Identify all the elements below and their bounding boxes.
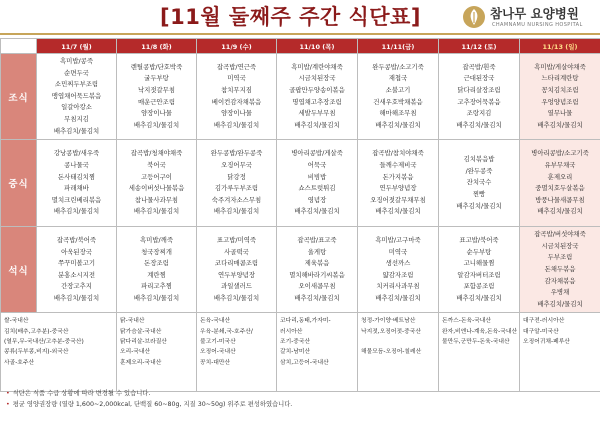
menu-item: 배추김치/물김치 [537, 299, 583, 308]
menu-item: 배추김치/물김치 [213, 120, 260, 129]
origin-item: 콩류(두부콩,비지)-외국산 [4, 349, 69, 356]
menu-item: 느타리계란탕 [541, 74, 579, 83]
origin-item: 해물모듬-오징어-칠레산 [361, 349, 422, 356]
meal-label: 석식 [1, 227, 37, 313]
origin-item: 쌀-국내산 [4, 318, 29, 325]
origin-cell [1, 313, 117, 392]
note-line [6, 388, 596, 399]
menu-cell [197, 140, 277, 227]
menu-item: 일갈아캉소 [61, 103, 92, 112]
menu-item: 배추김치/물김치 [53, 207, 100, 216]
menu-item: 명엽채고추장조림 [292, 97, 342, 106]
menu-item: 돈사태김치찜 [57, 172, 96, 181]
menu-list [358, 146, 438, 220]
menu-item: 잡곡밥/참치야채죽 [372, 149, 424, 158]
meal-row [1, 140, 600, 227]
page-header [0, 0, 600, 36]
menu-cell [277, 140, 358, 227]
menu-item: 배추김치/물김치 [133, 293, 180, 302]
menu-item: 알감자버터조림 [457, 270, 501, 279]
menu-item: 김가루두부조림 [214, 184, 259, 193]
origin-list [520, 313, 600, 347]
menu-list [197, 233, 276, 307]
menu-item: 병아리콩밥/소고기죽 [531, 149, 589, 158]
menu-item: 흑미밥/콩죽 [59, 57, 94, 65]
menu-item: 무침지김 [64, 114, 89, 123]
menu-item: 비빔밥 [307, 172, 327, 181]
meal-label: 중식 [1, 140, 37, 227]
origin-item: 김치(배추,고추분)-중국산 [4, 328, 69, 335]
origin-item: 오징어-국내산 [200, 349, 236, 356]
menu-cell [37, 227, 117, 313]
menu-item: 시금치된장국 [298, 74, 336, 83]
menu-item: 연두부양념장 [379, 184, 417, 193]
menu-cell [37, 54, 117, 140]
menu-item: 닭다리살장조림 [457, 85, 501, 94]
menu-item: 잡곡밥/흰죽 [462, 62, 496, 71]
menu-item: 배추김치/물김치 [456, 201, 502, 210]
menu-item: 사골떡국 [224, 247, 249, 256]
menu-cell [439, 140, 520, 227]
menu-cell [520, 54, 600, 140]
menu-item: 닭강정 [227, 172, 246, 181]
menu-list [37, 54, 116, 139]
header-rule [0, 33, 600, 35]
origin-item: 닭가슴살-국내산 [120, 328, 162, 335]
origin-cell [358, 313, 439, 392]
meal-row [1, 227, 600, 313]
menu-item: 북어국 [147, 160, 166, 169]
menu-item: 배추김치/물김치 [294, 120, 340, 129]
day-header: 11/8 (화) [117, 39, 197, 54]
origin-item: 우육-분쇄,국-호주산/ [200, 328, 253, 335]
menu-item: 배추김치/물김치 [133, 120, 180, 129]
menu-item: 골팝만두양송이볶음 [289, 85, 345, 94]
day-header: 11/9 (수) [197, 39, 277, 54]
menu-item: 배추김치/물김치 [294, 293, 340, 302]
origin-cell [277, 313, 358, 392]
menu-item: 훈제오리 [547, 172, 573, 181]
origin-item: 불고기-미국산 [200, 339, 236, 346]
menu-item: 꽁치김치조림 [541, 85, 579, 94]
menu-item: 어묵국 [307, 160, 327, 169]
menu-item: 배추김치/물김치 [375, 207, 421, 216]
meal-plan-table [0, 38, 600, 392]
menu-item: 코다리매콤조림 [214, 259, 259, 268]
menu-list [520, 60, 600, 134]
menu-item: 유부무채국 [544, 160, 576, 169]
note-text: 식단은 식품 수급 상황에 따라 변경될 수 있습니다. [12, 390, 151, 397]
menu-item: 파리고추찜 [141, 282, 172, 291]
menu-item: 잡곡밥/북어죽 [56, 235, 97, 244]
menu-item: 굴두부탕 [144, 74, 169, 83]
menu-item: /완두콩죽 [465, 166, 493, 175]
page-title: [11월 둘째주 주간 식단표] [160, 5, 421, 29]
menu-item: 우엉양념조림 [541, 97, 579, 106]
menu-list [117, 146, 196, 220]
day-header: 11/10 (목) [277, 39, 358, 54]
day-header: 11/7 (월) [37, 39, 117, 54]
origin-item: (열무,무-국내산/고추분-중국산) [4, 339, 84, 346]
menu-item: 우병채 [550, 288, 570, 297]
menu-list [277, 146, 357, 220]
menu-cell [117, 140, 197, 227]
menu-item: 배추김치/물김치 [537, 207, 583, 216]
origin-row [1, 313, 600, 392]
menu-item: 열무나물 [547, 109, 573, 118]
menu-list [277, 233, 357, 307]
menu-item: 쭈꾸미볼고기 [57, 259, 96, 268]
origin-item: 삼치,고등어-국내산 [280, 359, 329, 366]
origin-list [277, 313, 357, 368]
menu-item: 돈장조림 [144, 259, 169, 268]
origin-item: 오징어귀채-페루산 [523, 339, 570, 346]
menu-item: 배추김치/물김치 [213, 207, 260, 216]
notes [6, 388, 596, 410]
origin-list [117, 313, 196, 368]
menu-cell [117, 54, 197, 140]
menu-item: 세발두부무침 [298, 109, 336, 118]
bullet-icon: • [6, 401, 10, 408]
menu-list [37, 233, 116, 307]
menu-item: 참치무지짐 [221, 85, 252, 94]
acorn-emblem-icon [462, 5, 486, 29]
menu-item: 파래채바 [64, 184, 89, 193]
menu-item: 중멸치호두살볶음 [535, 184, 585, 193]
origin-item: 물만두,군만두-돈육-국내산 [442, 339, 510, 346]
menu-cell [358, 227, 439, 313]
menu-item: 오징어무국 [221, 160, 252, 169]
origin-item: 오리-국내산 [120, 349, 151, 356]
menu-item: 분홍소시지전 [57, 270, 96, 279]
corner-cell [1, 39, 37, 54]
menu-item: 얌장이나물 [141, 109, 172, 118]
origin-item: 훈제오리-국내산 [120, 359, 162, 366]
menu-item: 들깨수제비국 [379, 160, 417, 169]
origin-item: 코다리,동태,가자미- [280, 318, 331, 325]
menu-item: 아욱된장국 [61, 247, 92, 256]
hospital-subtitle: CHAMNAMU NURSING HOSPITAL [492, 22, 583, 28]
menu-item: 청국장찌개 [141, 247, 172, 256]
menu-list [520, 227, 600, 312]
origin-item [361, 337, 438, 347]
menu-item: 표고밥/북어죽 [459, 235, 499, 244]
origin-item: 사골-호주산 [4, 359, 35, 366]
origin-list [358, 313, 438, 358]
menu-item: 재첩국 [388, 74, 408, 83]
menu-item: 배추김치/물김치 [375, 293, 421, 302]
origin-list [439, 313, 519, 347]
origin-item: 돈까스-돈육-국내산 [442, 318, 491, 325]
origin-item: 닭다리살-브라질산 [120, 339, 167, 346]
menu-item: 병아리콩밥/게살죽 [291, 149, 343, 158]
menu-item: 참나물사과무침 [134, 195, 179, 204]
menu-item: 포함콩조림 [463, 282, 495, 291]
origin-item: 조기-중국산 [280, 339, 311, 346]
menu-item: 매운근안조림 [137, 97, 176, 106]
origin-cell [520, 313, 600, 392]
menu-cell [358, 54, 439, 140]
day-header: 11/12 (토) [439, 39, 520, 54]
day-header-row [1, 39, 600, 54]
menu-cell [358, 140, 439, 227]
menu-item: 잡곡밥/버섯야채죽 [534, 230, 586, 239]
menu-item: 콩나물국 [64, 160, 89, 169]
menu-item: 미역국 [227, 74, 246, 83]
menu-item: 조랑지김 [466, 109, 492, 118]
menu-cell [277, 227, 358, 313]
menu-item: 배추김치/물김치 [133, 207, 180, 216]
day-header: 11/11(금) [358, 39, 439, 54]
origin-item: 돈육-국내산 [200, 318, 231, 325]
menu-item: 멸치크린베리볶음 [51, 195, 102, 204]
menu-item: 쇼스트럿튀김 [298, 184, 336, 193]
menu-item: 배추김치/물김치 [53, 126, 100, 135]
note-text: 평균 영양권장량 (열량 1,600~2,000kcal, 단백질 60~80g, 지질 30~50g) 위주로 편성하였습니다. [12, 401, 293, 408]
menu-item: 오징어젓갈무채무침 [370, 195, 426, 204]
menu-item: 울게탕 [307, 247, 327, 256]
menu-cell [277, 54, 358, 140]
menu-item: 잡곡밥/표고죽 [297, 235, 337, 244]
meal-label: 조식 [1, 54, 37, 140]
menu-cell [520, 227, 600, 313]
menu-item: 감자채볶음 [544, 276, 576, 285]
menu-item: 간장고추지 [61, 282, 92, 291]
menu-item: 미역국 [388, 247, 408, 256]
menu-item: 소불고기 [385, 85, 411, 94]
menu-item: 고니해물찜 [463, 259, 495, 268]
menu-item: 얌장이나물 [221, 109, 252, 118]
menu-item: 김치볶음밥 [463, 155, 495, 164]
menu-cell [197, 227, 277, 313]
origin-item: 러시아산 [280, 328, 303, 335]
origin-item: 청정-가이양·베트남산 [361, 318, 416, 325]
menu-item: 순두부탕 [466, 247, 492, 256]
menu-item: 배추김치/물김치 [456, 293, 502, 302]
menu-item: 흑미밥/깨죽 [139, 235, 174, 244]
menu-cell [117, 227, 197, 313]
menu-item: 고추장어묵볶음 [457, 97, 501, 106]
origin-list [197, 313, 276, 368]
menu-list [439, 60, 519, 134]
menu-list [277, 60, 357, 134]
origin-list [1, 313, 116, 368]
menu-list [358, 233, 438, 307]
menu-item: 잡곡밥/연근죽 [216, 62, 257, 71]
menu-item: 배추김치/물김치 [294, 207, 340, 216]
menu-list [37, 146, 116, 220]
menu-item: 방풍나물새콤무침 [535, 195, 585, 204]
menu-cell [439, 227, 520, 313]
menu-list [439, 233, 519, 307]
menu-item: 잡곡밥/청채야채죽 [130, 149, 183, 158]
menu-item: 렌틸콩밥/단호박죽 [130, 62, 183, 71]
origin-item: 꽁치-대만산 [200, 359, 231, 366]
hospital-name: 참나무 요양병원 [490, 6, 579, 21]
note-line [6, 399, 596, 410]
menu-item: 배추김치/물김치 [213, 293, 260, 302]
hospital-logo [462, 3, 598, 33]
menu-list [197, 146, 276, 220]
menu-cell [520, 140, 600, 227]
menu-item: 낙지젓갈무침 [137, 85, 176, 94]
origin-item: 닭-국내산 [120, 318, 145, 325]
menu-item: 세송이버섯나물볶음 [128, 184, 185, 193]
menu-item: 완두콩밥/소고기죽 [372, 62, 424, 71]
menu-cell [37, 140, 117, 227]
menu-item: 흑미밥/고구마죽 [375, 235, 421, 244]
menu-item: 생선까스 [385, 259, 411, 268]
menu-item: 배추김치/물김치 [456, 120, 502, 129]
menu-item: 시금치된장국 [541, 241, 579, 250]
origin-item: 대구전-러시아산 [523, 318, 565, 325]
meal-row [1, 54, 600, 140]
menu-item: 얇감자조림 [382, 270, 414, 279]
origin-cell [117, 313, 197, 392]
menu-list [358, 60, 438, 134]
menu-item: 순면두국 [64, 68, 89, 77]
origin-item: 대구알-미국산 [523, 328, 559, 335]
origin-cell [197, 313, 277, 392]
origin-cell [439, 313, 520, 392]
origin-item: 갈치-남미산 [280, 349, 311, 356]
menu-item: 완두콩밥/완두콩죽 [210, 149, 263, 158]
menu-item: 제육볶음 [304, 259, 330, 268]
menu-item: 치커리사과무침 [376, 282, 420, 291]
menu-cell [197, 54, 277, 140]
menu-item: 숙주겨자소스무침 [211, 195, 262, 204]
menu-item: 오이새콤무침 [298, 282, 336, 291]
menu-item: 흑미밥/계란야채죽 [291, 62, 343, 71]
day-header-sunday: 11/13 (일) [520, 39, 600, 54]
menu-item: 배추김치/물김치 [375, 120, 421, 129]
menu-item: 영념장 [307, 195, 327, 204]
menu-list [117, 233, 196, 307]
menu-item: 잔치국수 [466, 178, 492, 187]
menu-item: 돈가지볶음 [382, 172, 414, 181]
menu-item: 과일샐러드 [221, 282, 252, 291]
menu-item: 근대된장국 [463, 74, 495, 83]
menu-item: 소민찌두부조림 [54, 80, 99, 89]
menu-item: 표고밥/미역죽 [216, 235, 257, 244]
menu-item: 건새우호박채볶음 [373, 97, 423, 106]
menu-item: 베이컨감자채볶음 [211, 97, 262, 106]
menu-list [197, 60, 276, 134]
menu-cell [439, 54, 520, 140]
menu-list [439, 152, 519, 214]
menu-list [117, 60, 196, 134]
menu-item: 배추김치/물김치 [53, 293, 100, 302]
menu-item: 계란찜 [147, 270, 166, 279]
menu-item: 맹엽채어묵드볶음 [51, 91, 102, 100]
origin-item: 낙지젓,오징어젓-중국산 [361, 328, 421, 335]
menu-item: 두부조림 [547, 253, 573, 262]
menu-item: 흑미밥/게살야채죽 [534, 62, 586, 71]
menu-item: 돈채두볶음 [544, 264, 576, 273]
menu-item: 연두부양념장 [217, 270, 256, 279]
origin-item: 완자,비엔나-계육,돈육-국내산 [442, 328, 518, 335]
menu-item: 멸치해바라기씨볶음 [289, 270, 345, 279]
menu-list [520, 146, 600, 220]
menu-item: 강낭콩밥/새우죽 [53, 149, 100, 158]
bullet-icon: • [6, 390, 10, 397]
menu-item: 해마해조무침 [379, 109, 417, 118]
menu-item: 고등어구이 [141, 172, 172, 181]
menu-item: 찐빵 [472, 189, 486, 198]
menu-item: 배추김치/물김치 [537, 120, 583, 129]
